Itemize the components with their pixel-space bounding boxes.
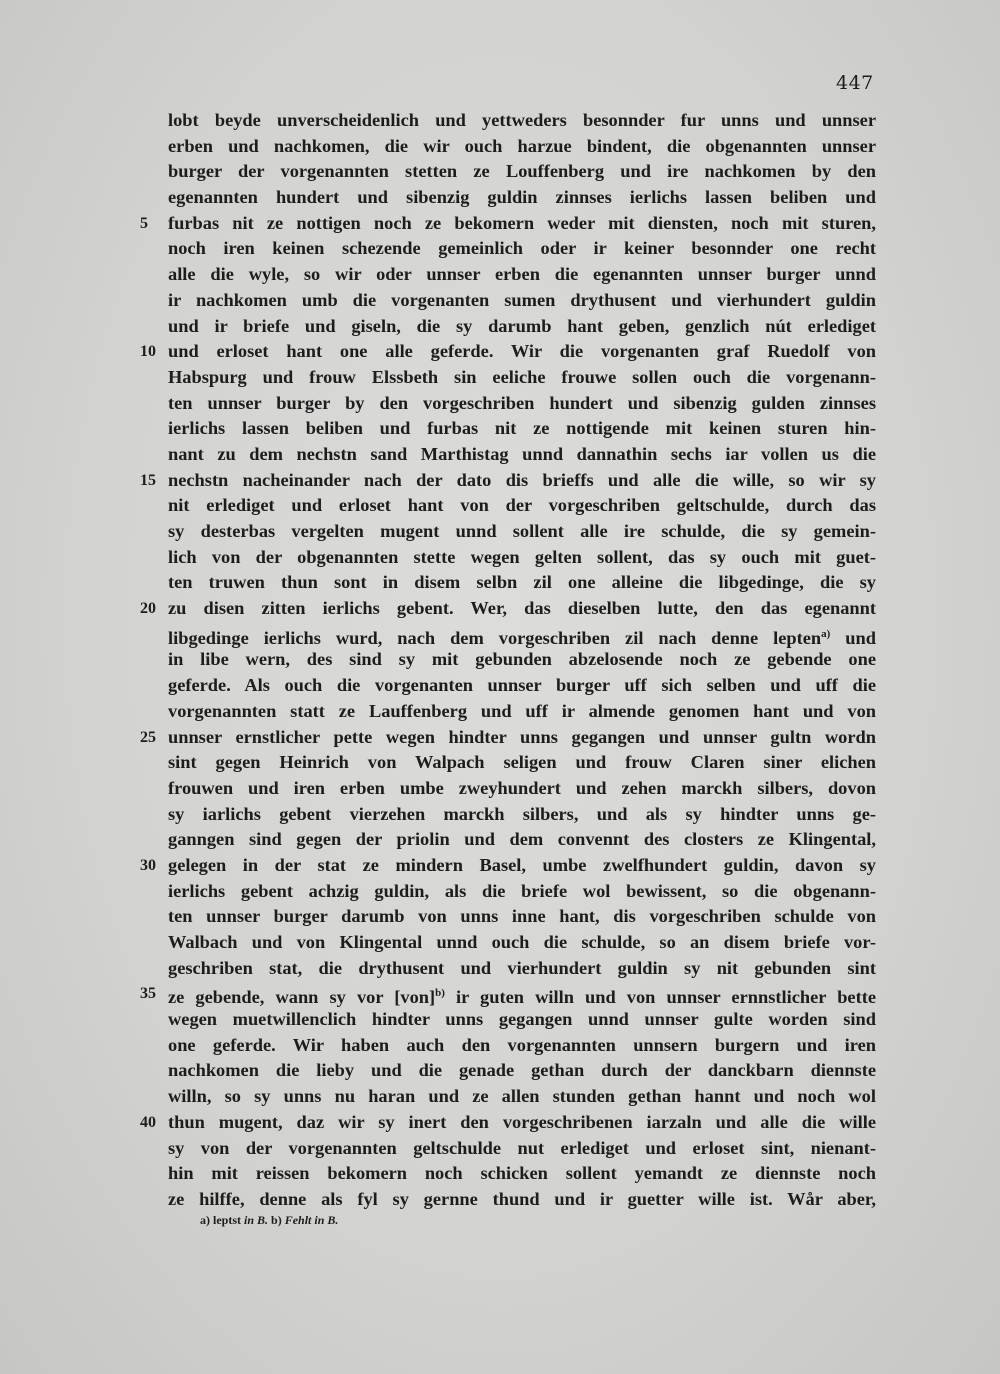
text-line <box>168 776 876 802</box>
text-line <box>168 1007 876 1033</box>
text-line <box>168 288 876 314</box>
text-line <box>168 519 876 545</box>
text-line <box>168 493 876 519</box>
line-text: libgedinge ierlichs wurd, nach dem vorgeschriben zil nach denne lepten <box>168 627 822 648</box>
line-text: nit erlediget und erloset hant von der vorgeschriben geltschulde, durch das <box>168 495 876 516</box>
line-text: burger der vorgenannten stetten ze Louffenberg und ire nachkomen by den <box>168 161 876 182</box>
text-line <box>168 108 876 134</box>
text-line <box>168 647 876 673</box>
text-line <box>168 159 876 185</box>
line-text: nant zu dem nechstn sand Marthistag unnd dannathin sechs iar vollen us die <box>168 443 876 464</box>
footnote-a-marker: a) <box>200 1213 210 1227</box>
text-line <box>168 930 876 956</box>
text-line <box>168 1136 876 1162</box>
line-number: 15 <box>140 471 156 489</box>
text-line <box>168 570 876 596</box>
text-line <box>140 981 876 1008</box>
text-line <box>140 596 876 622</box>
text-line <box>168 236 876 262</box>
line-text: sy desterbas vergelten mugent unnd sollent alle ire schulde, die sy gemein- <box>168 521 876 541</box>
text-line <box>168 622 876 648</box>
text-line <box>168 442 876 468</box>
text-line <box>168 1058 876 1084</box>
text-line <box>168 545 876 571</box>
line-number: 40 <box>140 1113 156 1131</box>
line-text: alle die wyle, so wir oder unnser erben die egenannten unnser burger unnd <box>168 264 876 285</box>
text-line <box>140 1110 876 1136</box>
text-line <box>168 1033 876 1059</box>
line-text: und erloset hant one alle geferde. Wir die vorgenanten graf Ruedolf von <box>168 341 876 362</box>
line-text: in libe wern, des sind sy mit gebunden abzelosende noch ze gebende one <box>168 649 876 670</box>
line-text: ir nachkomen umb die vorgenanten sumen drythusent und vierhundert guldin <box>168 289 876 310</box>
line-number: 30 <box>140 856 156 874</box>
line-text: lobt beyde unverscheidenlich und yettweders besonnder fur unns und unnser <box>168 110 876 130</box>
text-line <box>168 879 876 905</box>
text-line <box>168 1161 876 1187</box>
text-line <box>168 185 876 211</box>
line-text: sy iarlichs gebent vierzehen marckh silbers, und als sy hindter unns ge- <box>168 803 876 824</box>
text-line <box>140 339 876 365</box>
text-line <box>168 314 876 340</box>
line-text: willn, so sy unns nu haran und ze allen stunden gethan hannt und noch wol <box>168 1086 876 1107</box>
main-text <box>140 108 876 1213</box>
line-text: nechstn nacheinander nach der dato dis brieffs und alle die wille, so wir sy <box>168 469 876 490</box>
line-text: hin mit reissen bekomern noch schicken sollent yemandt ze diennste noch <box>168 1163 876 1184</box>
line-number: 5 <box>140 214 148 232</box>
line-text: ten truwen thun sont in disem selbn zil one alleine die libgedinge, die sy <box>168 572 876 593</box>
footnote-b-ref: Fehlt in B. <box>284 1213 339 1227</box>
line-text: gelegen in der stat ze mindern Basel, umbe zwelfhundert guldin, davon sy <box>168 854 876 875</box>
footnote-a-ref: in B. <box>244 1213 269 1227</box>
text-line <box>168 262 876 288</box>
line-number: 20 <box>140 600 156 618</box>
line-text: zu disen zitten ierlichs gebent. Wer, das dieselben lutte, den das egenannt <box>168 598 876 619</box>
line-text: unnser ernstlicher pette wegen hindter unns gegangen und unnser gultn wordn <box>168 726 876 747</box>
page-number: 447 <box>836 72 874 94</box>
line-text: geschriben stat, die drythusent und vierhundert guldin sy nit gebunden sint <box>168 957 876 978</box>
line-text: frouwen und iren erben umbe zweyhundert und zehen marckh silbers, dovon <box>168 777 876 798</box>
line-text: noch iren keinen schezende gemeinlich oder ir keiner besonnder one recht <box>168 238 876 259</box>
line-text: lich von der obgenannten stette wegen gelten sollent, das sy ouch mit guet- <box>168 546 876 567</box>
text-line <box>140 725 876 751</box>
line-text: egenannten hundert und sibenzig guldin zinnses ierlichs lassen beliben und <box>168 187 876 208</box>
line-text: ze hilffe, denne als fyl sy gernne thund und ir guetter wille ist. Wår aber, <box>168 1188 876 1209</box>
line-text: ten unnser burger darumb von unns inne hant, dis vorgeschriben schulde von <box>168 906 876 927</box>
line-text: sint gegen Heinrich von Walpach seligen und frouw Claren siner elichen <box>168 752 876 773</box>
line-text: one geferde. Wir haben auch den vorgenannten unnsern burgern und iren <box>168 1034 876 1055</box>
line-text: ten unnser burger by den vorgeschriben hundert und sibenzig gulden zinnses <box>168 392 876 413</box>
line-text: sy von der vorgenannten geltschulde nut erlediget und erloset sint, nienant- <box>168 1137 876 1158</box>
text-line <box>168 956 876 982</box>
text-line <box>168 134 876 160</box>
text-line <box>168 391 876 417</box>
line-text: Habspurg und frouw Elssbeth sin eeliche frouwe sollen ouch die vorgenann- <box>168 366 876 387</box>
text-line <box>168 802 876 828</box>
footnote-b-marker: b) <box>268 1213 285 1227</box>
line-text: ierlichs gebent achzig guldin, als die briefe wol bewissent, so die obgenann- <box>168 880 876 901</box>
footnote-reference: a) <box>821 627 831 640</box>
line-number: 10 <box>140 343 156 361</box>
text-line <box>168 699 876 725</box>
text-line <box>168 750 876 776</box>
text-line <box>168 673 876 699</box>
line-text: Walbach und von Klingental unnd ouch die schulde, so an disem briefe vor- <box>168 932 876 952</box>
line-text: erben und nachkomen, die wir ouch harzue bindent, die obgenannten unnser <box>168 135 876 156</box>
line-text: vorgenannten statt ze Lauffenberg und uff ir almende genomen hant und von <box>168 700 876 721</box>
line-text: furbas nit ze nottigen noch ze bekomern weder mit diensten, noch mit sturen, <box>168 212 876 233</box>
text-line <box>168 365 876 391</box>
text-line <box>168 416 876 442</box>
line-text: thun mugent, daz wir sy inert den vorgeschribenen iarzaln und alle die wille <box>168 1111 876 1132</box>
line-text-continued: ir guten willn und von unnser ernnstlicher bette <box>444 987 876 1008</box>
text-line <box>168 1187 876 1213</box>
text-line <box>168 827 876 853</box>
line-text: ze gebende, wann sy vor [von] <box>168 987 436 1008</box>
line-text: und ir briefe und giseln, die sy darumb hant geben, genzlich nút erlediget <box>168 315 876 336</box>
footnote-a-text: leptst <box>210 1213 244 1227</box>
text-line <box>140 853 876 879</box>
line-number: 25 <box>140 728 156 746</box>
line-text: ganngen sind gegen der priolin und dem convennt des closters ze Klingental, <box>168 829 876 850</box>
line-text: ierlichs lassen beliben und furbas nit ze nottigende mit keinen sturen hin- <box>168 418 876 439</box>
line-text-continued: und <box>830 627 876 648</box>
line-number: 35 <box>140 985 156 1003</box>
line-text: nachkomen die lieby und die genade gethan durch der danckbarn diennste <box>168 1060 876 1081</box>
footnote-reference: b) <box>435 987 445 1000</box>
text-line <box>140 468 876 494</box>
text-line <box>168 1084 876 1110</box>
text-line <box>168 904 876 930</box>
line-text: wegen muetwillenclich hindter unns gegangen unnd unnser gulte worden sind <box>168 1009 876 1030</box>
footnotes <box>200 1213 338 1228</box>
text-line <box>140 211 876 237</box>
line-text: geferde. Als ouch die vorgenanten unnser burger uff sich selben und uff die <box>168 675 876 696</box>
